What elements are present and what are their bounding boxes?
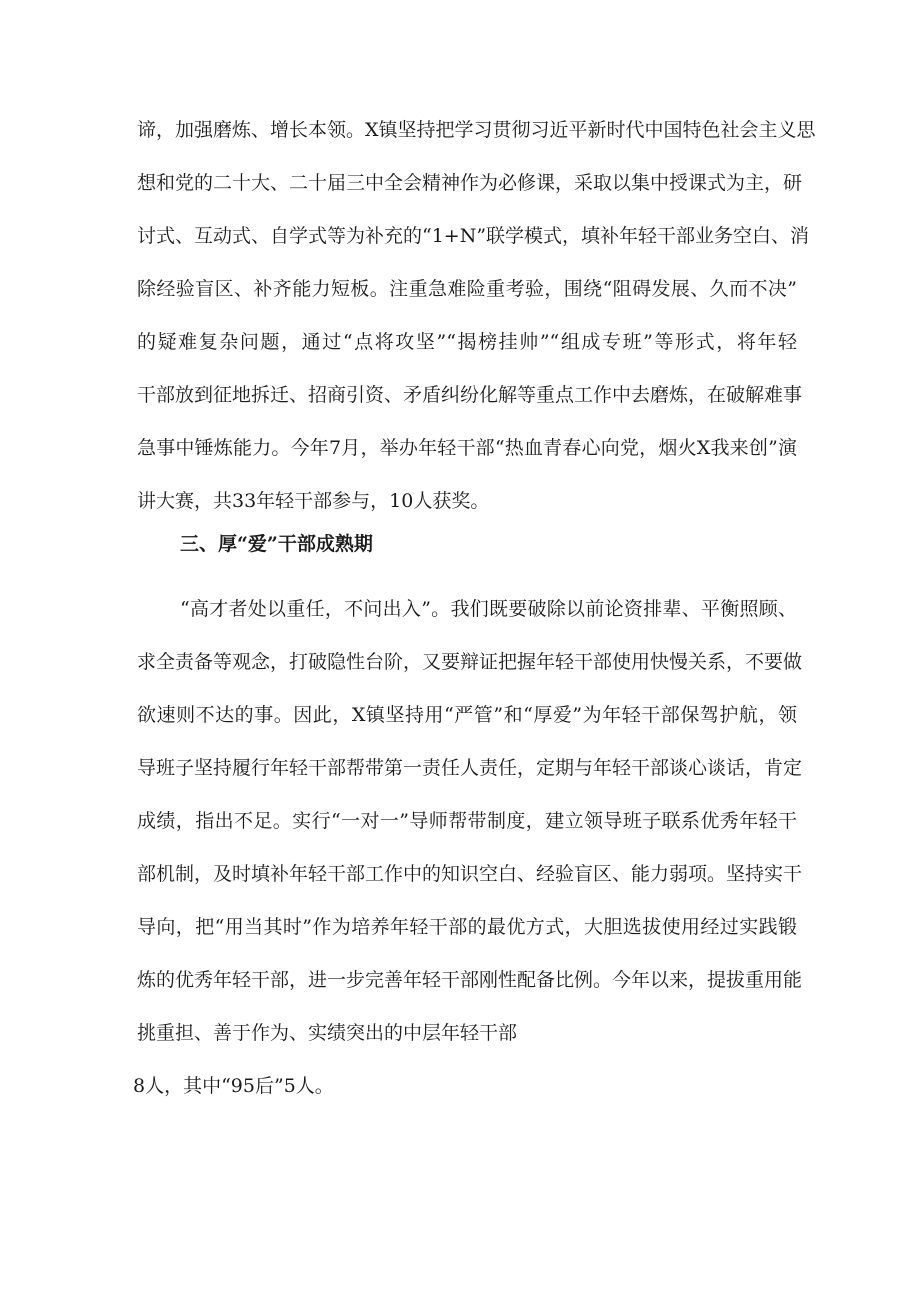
paragraph-1-line-3: 讨式、互动式、自学式等为补充的“1+N”联学模式，填补年轻干部业务空白、消 (137, 225, 810, 247)
paragraph-2-line-6: 部机制，及时填补年轻干部工作中的知识空白、经验盲区、能力弱项。坚持实干 (137, 863, 803, 885)
paragraph-2-line-8: 炼的优秀年轻干部，进一步完善年轻干部刚性配备比例。今年以来，提拔重用能 (137, 969, 803, 991)
paragraph-1-line-7: 急事中锤炼能力。今年7月，举办年轻干部“热血青春心向党，烟火X我来创”演 (137, 437, 797, 459)
paragraph-1-line-1: 谛，加强磨炼、增长本领。X镇坚持把学习贯彻习近平新时代中国特色社会主义思 (137, 119, 816, 141)
paragraph-2-line-9: 挑重担、善于作为、实绩突出的中层年轻干部 (137, 1022, 518, 1044)
paragraph-1-line-5: 的疑难复杂问题，通过“点将攻坚”“揭榜挂帅”“组成专班”等形式，将年轻 (137, 331, 797, 353)
paragraph-1-line-4: 除经验盲区、补齐能力短板。注重急难险重考验，围绕“阻碍发展、久而不决” (137, 278, 797, 300)
paragraph-2-line-2: 求全责备等观念，打破隐性台阶，又要辩证把握年轻干部使用快慢关系，不要做 (137, 651, 803, 673)
paragraph-2-line-3: 欲速则不达的事。因此，X镇坚持用“严管”和“厚爱”为年轻干部保驾护航，领 (137, 704, 797, 726)
paragraph-1-line-6: 干部放到征地拆迁、招商引资、矛盾纠纷化解等重点工作中去磨炼，在破解难事 (137, 384, 803, 406)
paragraph-2-line-10: 8人，其中“95后”5人。 (133, 1075, 334, 1097)
paragraph-2-line-5: 成绩，指出不足。实行“一对一”导师帮带制度，建立领导班子联系优秀年轻干 (137, 810, 797, 832)
paragraph-1-line-2: 想和党的二十大、二十届三中全会精神作为必修课，采取以集中授课式为主，研 (137, 172, 803, 194)
paragraph-1-line-8: 讲大赛，共33年轻干部参与，10人获奖。 (137, 490, 490, 512)
paragraph-2-line-4: 导班子坚持履行年轻干部帮带第一责任人责任，定期与年轻干部谈心谈话，肯定 (137, 757, 803, 779)
paragraph-2-line-7: 导向，把“用当其时”作为培养年轻干部的最优方式，大胆选拔使用经过实践锻 (137, 916, 797, 938)
paragraph-2-line-1: “高才者处以重任，不问出入”。我们既要破除以前论资排辈、平衡照顾、 (180, 598, 797, 620)
section-3-heading: 三、厚“爱”干部成熟期 (180, 533, 373, 555)
